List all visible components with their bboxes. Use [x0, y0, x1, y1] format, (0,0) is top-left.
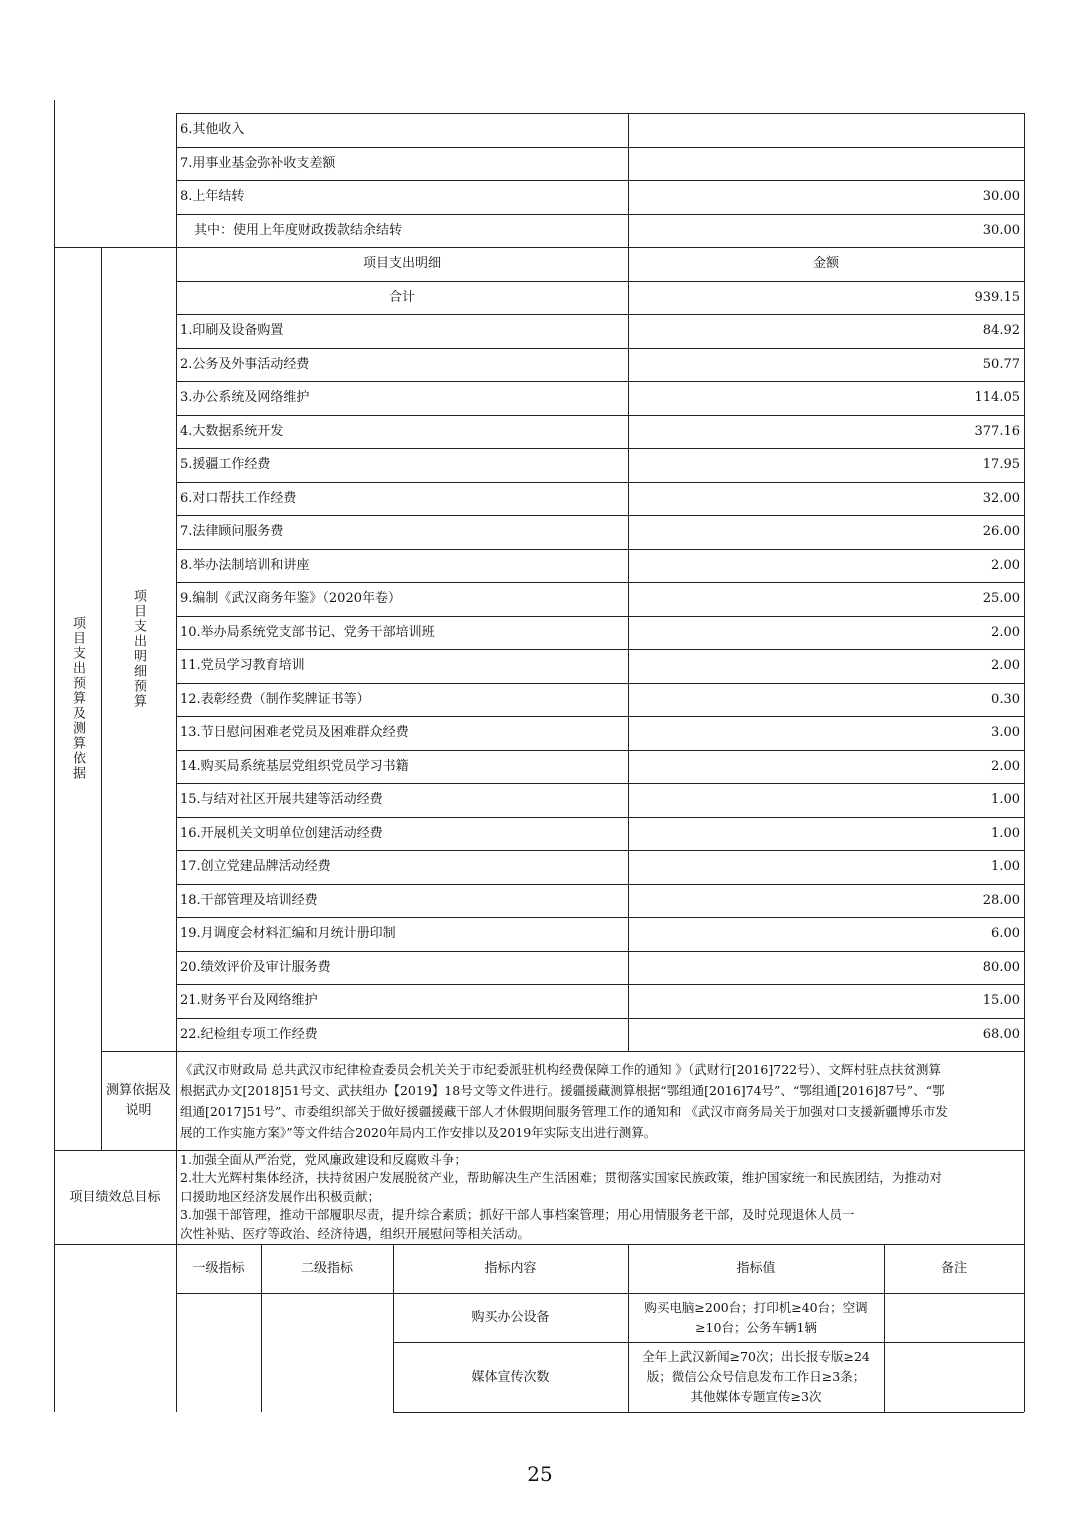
grid-line: [176, 314, 1024, 315]
grid-line: [176, 180, 1024, 181]
grid-line: [176, 448, 1024, 449]
expense-row-label: 5.援疆工作经费: [180, 457, 271, 473]
expense-row-label: 15.与结对社区开展共建等活动经费: [180, 792, 383, 808]
indicator-header: 指标内容: [484, 1261, 537, 1276]
expense-row-value: 15.00: [982, 993, 1020, 1009]
expense-row-label: 2.公务及外事活动经费: [180, 356, 310, 372]
outer-vertical-label: 项目支出预算及测算依据: [70, 616, 85, 781]
grid-line: [176, 683, 1024, 684]
expense-row-label: 14.购买局系统基层党组织党员学习书籍: [180, 758, 409, 774]
grid-line: [176, 147, 1024, 148]
expense-row-value: 0.30: [991, 691, 1020, 707]
grid-line: [176, 984, 1024, 985]
expense-row-value: 50.77: [982, 356, 1020, 372]
goal-line: 2.壮大光辉村集体经济，扶持贫困户发展脱贫产业，帮助解决生产生活困难；贯彻落实国家民族政策，维护国家统一和民族团结，为推动对: [180, 1170, 942, 1186]
goal-line: 次性补贴、医疗等政治、经济待遇，组织开展慰问等相关活动。: [180, 1225, 531, 1241]
grid-line: [393, 1412, 1024, 1413]
grid-line: [393, 1342, 1024, 1343]
expense-header-amount: 金额: [812, 256, 839, 272]
expense-row-value: 17.95: [982, 457, 1020, 473]
indicator-value: [628, 1293, 884, 1342]
grid-line: [176, 482, 1024, 483]
indicator-value-line: 购买电脑≥200台；打印机≥40台；空调: [644, 1299, 868, 1315]
expense-row-label: 13.节日慰问困难老党员及困难群众经费: [180, 725, 409, 741]
expense-row-label: 18.干部管理及培训经费: [180, 892, 318, 908]
expense-row-value: 28.00: [982, 892, 1020, 908]
grid-line: [628, 113, 629, 247]
page-number: 25: [527, 1462, 553, 1486]
expense-row-value: 3.00: [991, 725, 1020, 741]
expense-total-label: 合计: [388, 289, 415, 305]
grid-line: [176, 515, 1024, 516]
expense-row-value: 80.00: [982, 959, 1020, 975]
grid-line: [176, 716, 1024, 717]
grid-line: [176, 817, 1024, 818]
grid-line: [176, 381, 1024, 382]
expense-row-value: 25.00: [982, 591, 1020, 607]
grid-line: [176, 750, 1024, 751]
grid-line: [393, 1244, 394, 1412]
expense-row-label: 16.开展机关文明单位创建活动经费: [180, 825, 383, 841]
goals-label: 项目绩效总目标: [69, 1189, 161, 1205]
grid-line: [176, 113, 177, 247]
basis-label: 测算依据及说明: [105, 1082, 171, 1118]
expense-row-value: 2.00: [991, 758, 1020, 774]
grid-line: [176, 247, 177, 1150]
grid-line: [176, 113, 1024, 114]
grid-line: [176, 616, 1024, 617]
expense-row-value: 1.00: [991, 825, 1020, 841]
expense-row-value: 32.00: [982, 490, 1020, 506]
expense-row-label: 3.办公系统及网络维护: [180, 390, 310, 406]
expense-total-value: 939.15: [974, 289, 1020, 305]
grid-line: [628, 1244, 629, 1412]
grid-line: [54, 247, 55, 1150]
grid-line: [54, 1244, 55, 1412]
expense-row-label: 8.举办法制培训和讲座: [180, 557, 310, 573]
grid-line: [628, 247, 629, 1051]
basis-line: 《武汉市财政局 总共武汉市纪律检查委员会机关关于市纪委派驻机构经费保障工作的通知 》（武财行[2016]722号）、文辉村驻点扶贫测算: [180, 1061, 941, 1077]
expense-row-value: 1.00: [991, 859, 1020, 875]
expense-row-value: 114.05: [974, 390, 1020, 406]
grid-line: [176, 649, 1024, 650]
income-row-value: [628, 147, 1024, 181]
grid-line: [176, 281, 1024, 282]
indicator-value-line: 其他媒体专题宣传≥3次: [690, 1389, 822, 1404]
grid-line: [176, 783, 1024, 784]
goals-text: [176, 1150, 1024, 1244]
grid-line: [176, 582, 1024, 583]
income-row-value: [628, 113, 1024, 147]
expense-header-item: 项目支出明细: [362, 256, 441, 272]
income-row-label: 6.其他收入: [180, 122, 245, 138]
grid-line: [176, 884, 1024, 885]
grid-line: [176, 850, 1024, 851]
indicator-header: 一级指标: [192, 1261, 245, 1276]
expense-row-value: 1.00: [991, 792, 1020, 808]
grid-line: [54, 1150, 55, 1244]
expense-row-label: 1.印刷及设备购置: [180, 323, 284, 339]
indicator-header: 二级指标: [300, 1261, 353, 1276]
expense-row-label: 22.纪检组专项工作经费: [180, 1026, 318, 1042]
grid-line: [176, 348, 1024, 349]
expense-row-value: 6.00: [991, 926, 1020, 942]
expense-row-label: 7.法律顾问服务费: [180, 524, 284, 540]
grid-line: [884, 1244, 885, 1412]
expense-row-value: 68.00: [982, 1026, 1020, 1042]
income-row-label: 其中：使用上年度财政拨款结余结转: [194, 222, 403, 238]
grid-line: [101, 247, 102, 1150]
income-row-label: 8.上年结转: [180, 189, 245, 205]
expense-row-value: 2.00: [991, 658, 1020, 674]
indicator-value-line: ≥10台；公务车辆1辆: [695, 1319, 817, 1335]
indicator-note: [884, 1342, 1024, 1412]
indicator-header: 指标值: [736, 1261, 776, 1276]
indicator-note: [884, 1293, 1024, 1342]
basis-line: 根据武办文[2018]51号文、武扶组办【2019】18号文等文件进行。援疆援藏测算根据“鄂组通[2016]74号”、“鄂组通[2016]87号”、“鄂: [180, 1082, 945, 1098]
expense-row-label: 9.编制《武汉商务年鉴》（2020年卷）: [180, 591, 401, 607]
income-row-value: 30.00: [982, 222, 1020, 238]
grid-line: [101, 1051, 176, 1052]
grid-line: [176, 415, 1024, 416]
grid-line: [176, 1018, 1024, 1019]
grid-line: [54, 100, 55, 247]
expense-row-label: 10.举办局系统党支部书记、党务干部培训班: [180, 624, 435, 640]
expense-row-label: 6.对口帮扶工作经费: [180, 490, 297, 506]
goal-line: 3.加强干部管理，推动干部履职尽责，提升综合素质；抓好干部人事档案管理；用心用情服务老干部，及时兑现退休人员一: [180, 1207, 855, 1223]
expense-row-value: 2.00: [991, 557, 1020, 573]
expense-row-label: 20.绩效评价及审计服务费: [180, 959, 331, 975]
expense-row-label: 11.党员学习教育培训: [180, 658, 305, 674]
grid-line: [176, 1150, 177, 1244]
indicator-value-line: 版；微信公众号信息发布工作日≥3条；: [646, 1369, 866, 1384]
goal-line: 1.加强全面从严治党，党风廉政建设和反腐败斗争；: [180, 1151, 467, 1167]
expense-row-label: 21.财务平台及网络维护: [180, 993, 318, 1009]
expense-row-label: 17.创立党建品牌活动经费: [180, 859, 331, 875]
grid-line: [176, 951, 1024, 952]
goal-line: 口援助地区经济发展作出积极贡献；: [180, 1188, 381, 1204]
grid-line: [176, 1293, 1024, 1294]
indicator-content: 媒体宣传次数: [471, 1369, 550, 1385]
indicator-header: 备注: [940, 1261, 967, 1276]
indicator-value: [628, 1342, 884, 1412]
income-row-label: 7.用事业基金弥补收支差额: [180, 155, 336, 171]
expense-row-label: 12.表彰经费（制作奖牌证书等）: [180, 691, 370, 707]
expense-row-value: 26.00: [982, 524, 1020, 540]
grid-line: [176, 1244, 177, 1412]
grid-line: [261, 1244, 262, 1412]
grid-line: [176, 214, 1024, 215]
grid-line: [176, 917, 1024, 918]
expense-row-value: 84.92: [982, 323, 1020, 339]
inner-vertical-label: 项目支出明细预算: [131, 589, 146, 709]
indicator-value-line: 全年上武汉新闻≥70次；出长报专版≥24: [642, 1349, 870, 1364]
expense-row-value: 377.16: [974, 423, 1020, 439]
indicator-content: 购买办公设备: [471, 1310, 550, 1325]
grid-line: [176, 549, 1024, 550]
basis-text: [176, 1051, 1024, 1150]
grid-line: [176, 247, 1024, 248]
basis-line: 展的工作实施方案》”等文件结合2020年局内工作安排以及2019年实际支出进行测算。: [180, 1124, 657, 1140]
expense-row-label: 4.大数据系统开发: [180, 423, 284, 439]
grid-line: [1024, 1244, 1025, 1412]
grid-line: [1024, 247, 1025, 1150]
grid-line: [54, 1150, 1024, 1151]
grid-line: [1024, 1150, 1025, 1244]
grid-line: [1024, 113, 1025, 247]
expense-row-value: 2.00: [991, 624, 1020, 640]
income-row-value: 30.00: [982, 189, 1020, 205]
expense-row-label: 19.月调度会材料汇编和月统计册印制: [180, 926, 396, 942]
basis-line: 组通[2017]51号”、市委组织部关于做好援疆援藏干部人才休假期间服务管理工作的通知和 《武汉市商务局关于加强对口支援新疆博乐市发: [180, 1103, 948, 1119]
